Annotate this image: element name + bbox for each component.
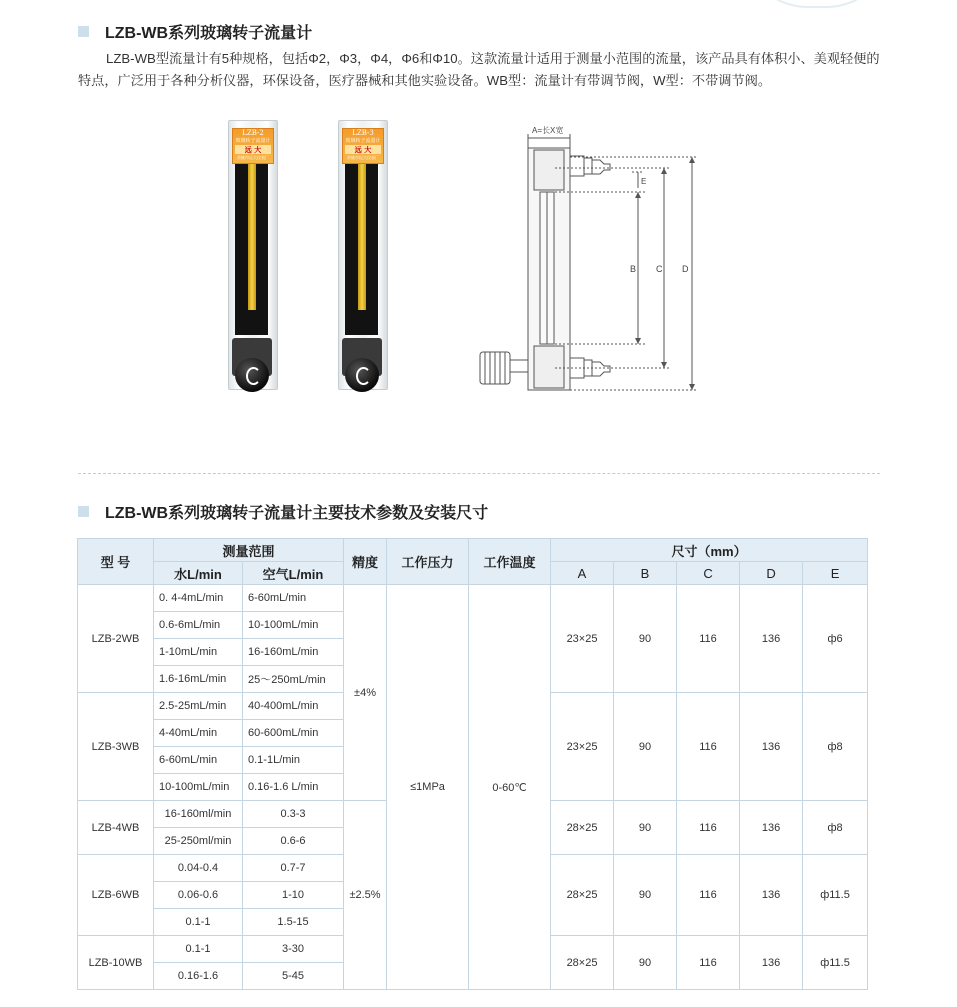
pressure-cell: ≤1MPa (387, 585, 469, 990)
water-range-cell: 0.1-1 (154, 936, 243, 963)
valve-knob-icon (345, 358, 379, 392)
air-range-cell: 6-60mL/min (243, 585, 344, 612)
dim-c-cell: 116 (677, 801, 740, 855)
dim-c-cell: 116 (677, 693, 740, 801)
dimension-diagram (470, 120, 710, 400)
water-range-cell: 4-40mL/min (154, 720, 243, 747)
section-title-text: LZB-WB系列玻璃转子流量计 (105, 25, 313, 42)
section-title-text: LZB-WB系列玻璃转子流量计主要技术参数及安装尺寸 (105, 505, 489, 522)
water-range-cell: 0.06-0.6 (154, 882, 243, 909)
water-range-cell: 0.6-6mL/min (154, 612, 243, 639)
spec-table (77, 538, 868, 990)
model-cell: LZB-6WB (78, 855, 154, 936)
dim-c-cell: 116 (677, 936, 740, 990)
air-range-cell: 3-30 (243, 936, 344, 963)
water-range-cell: 10-100mL/min (154, 774, 243, 801)
header-size: 尺寸（mm） (551, 539, 868, 562)
table-row (78, 585, 868, 612)
dim-c-cell: 116 (677, 585, 740, 693)
dim-e-cell: ф8 (803, 801, 868, 855)
dim-d-cell: 136 (740, 801, 803, 855)
water-range-cell: 0. 4-4mL/min (154, 585, 243, 612)
decorative-arc (740, 0, 894, 8)
header-accuracy: 精度 (344, 539, 387, 585)
water-range-cell: 0.1-1 (154, 909, 243, 936)
air-range-cell: 40-400mL/min (243, 693, 344, 720)
dim-e-cell: ф8 (803, 693, 868, 801)
dim-d-cell: 136 (740, 855, 803, 936)
dim-b-cell: 90 (614, 855, 677, 936)
dim-e-cell: ф11.5 (803, 855, 868, 936)
model-cell: LZB-4WB (78, 801, 154, 855)
section-title (78, 500, 488, 523)
header-c: C (677, 562, 740, 585)
water-range-cell: 16-160ml/min (154, 801, 243, 828)
air-range-cell: 0.7-7 (243, 855, 344, 882)
air-range-cell: 16-160mL/min (243, 639, 344, 666)
water-range-cell: 1.6-16mL/min (154, 666, 243, 693)
air-range-cell: 0.16-1.6 L/min (243, 774, 344, 801)
air-range-cell: 5-45 (243, 963, 344, 990)
diagram-label-c: C (656, 264, 663, 274)
bullet-square-icon (78, 506, 89, 517)
header-e: E (803, 562, 868, 585)
water-range-cell: 0.16-1.6 (154, 963, 243, 990)
header-d: D (740, 562, 803, 585)
model-cell: LZB-3WB (78, 693, 154, 801)
header-a: A (551, 562, 614, 585)
dim-a-cell: 23×25 (551, 693, 614, 801)
dim-d-cell: 136 (740, 693, 803, 801)
header-range: 测量范围 (154, 539, 344, 562)
diagram-label-e: E (641, 177, 647, 186)
flowmeter-label: LZB-3 玻璃转子流量计 远 大 余姚市远大仪表厂 (342, 128, 384, 164)
air-range-cell: 1.5-15 (243, 909, 344, 936)
dim-d-cell: 136 (740, 936, 803, 990)
dim-e-cell: ф11.5 (803, 936, 868, 990)
diagram-width-note: A=长X宽 (532, 126, 564, 135)
dim-b-cell: 90 (614, 936, 677, 990)
flowmeter-label: LZB-2 玻璃转子流量计 远 大 余姚市远大仪表厂 (232, 128, 274, 164)
header-temperature: 工作温度 (469, 539, 551, 585)
air-range-cell: 0.1-1L/min (243, 747, 344, 774)
model-cell: LZB-2WB (78, 585, 154, 693)
air-range-cell: 25～250mL/min (243, 666, 344, 693)
header-air: 空气L/min (243, 562, 344, 585)
water-range-cell: 0.04-0.4 (154, 855, 243, 882)
dim-a-cell: 23×25 (551, 585, 614, 693)
dim-b-cell: 90 (614, 801, 677, 855)
air-range-cell: 60-600mL/min (243, 720, 344, 747)
accuracy-cell: ±4% (344, 585, 387, 801)
dim-a-cell: 28×25 (551, 801, 614, 855)
header-model: 型 号 (78, 539, 154, 585)
water-range-cell: 2.5-25mL/min (154, 693, 243, 720)
dim-c-cell: 116 (677, 855, 740, 936)
header-b: B (614, 562, 677, 585)
intro-paragraph: LZB-WB型流量计有5种规格，包括Φ2，Φ3，Φ4，Φ6和Φ10。这款流量计适用于测量小范围的流量，该产品具有体积小、美观轻便的特点，广泛用于各种分析仪器，环保设备，医疗器械和其他实验设备。WB型：流量计有带调节阀，W型：不带调节阀。 (78, 51, 880, 88)
accuracy-cell: ±2.5% (344, 801, 387, 990)
dim-a-cell: 28×25 (551, 936, 614, 990)
header-pressure: 工作压力 (387, 539, 469, 585)
air-range-cell: 10-100mL/min (243, 612, 344, 639)
section-title (78, 20, 312, 43)
valve-knob-icon (235, 358, 269, 392)
dim-d-cell: 136 (740, 585, 803, 693)
header-water: 水L/min (154, 562, 243, 585)
bullet-square-icon (78, 26, 89, 37)
temperature-cell: 0-60℃ (469, 585, 551, 990)
dim-b-cell: 90 (614, 693, 677, 801)
air-range-cell: 0.6-6 (243, 828, 344, 855)
dim-a-cell: 28×25 (551, 855, 614, 936)
model-cell: LZB-10WB (78, 936, 154, 990)
diagram-label-d: D (682, 264, 689, 274)
water-range-cell: 1-10mL/min (154, 639, 243, 666)
air-range-cell: 0.3-3 (243, 801, 344, 828)
dashed-divider (78, 473, 880, 474)
water-range-cell: 6-60mL/min (154, 747, 243, 774)
water-range-cell: 25-250ml/min (154, 828, 243, 855)
dim-e-cell: ф6 (803, 585, 868, 693)
diagram-label-b: B (630, 264, 637, 274)
dim-b-cell: 90 (614, 585, 677, 693)
air-range-cell: 1-10 (243, 882, 344, 909)
